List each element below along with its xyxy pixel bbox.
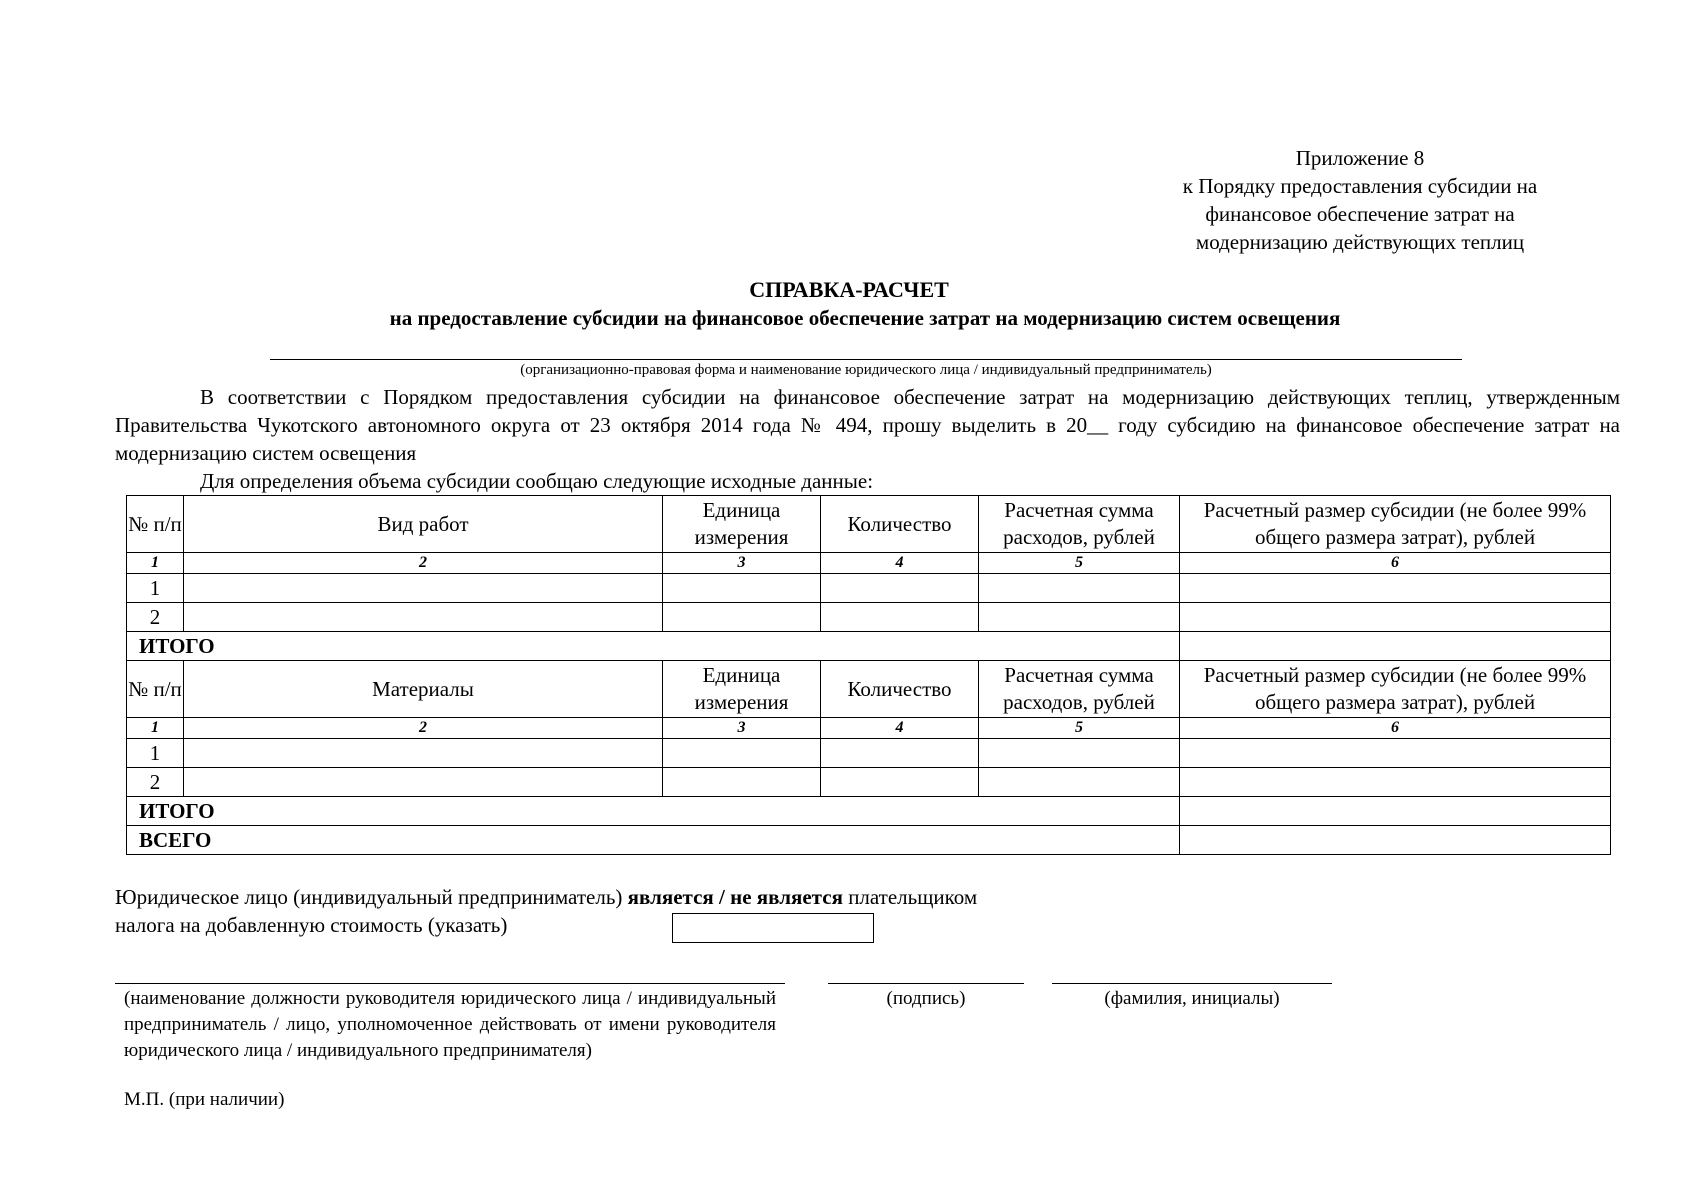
works-colnum-row — [127, 553, 1611, 574]
name-caption: (фамилия, инициалы) — [1104, 988, 1280, 1009]
works-row-2 — [127, 603, 1611, 632]
materials-row-1-subsidy[interactable] — [1180, 739, 1611, 768]
materials-row-2-qty[interactable] — [821, 768, 979, 797]
works-row-2-type[interactable] — [184, 603, 663, 632]
data-intro-paragraph: Для определения объема субсидии сообщаю следующие исходные данные: — [200, 469, 874, 493]
stamp-label: М.П. (при наличии) — [124, 1089, 285, 1110]
works-row-1-num: 1 — [127, 574, 184, 603]
document-subtitle: на предоставление субсидии на финансовое обеспечение затрат на модернизацию систем освещения — [389, 306, 1341, 330]
works-colnum-3: 3 — [663, 553, 821, 574]
materials-row-2 — [127, 768, 1611, 797]
position-line[interactable] — [115, 983, 785, 984]
materials-total-row — [127, 797, 1611, 826]
works-header-row — [127, 496, 1611, 553]
works-header-sum: Расчетная сумма расходов, рублей — [979, 496, 1180, 553]
materials-colnum-1: 1 — [127, 718, 184, 739]
works-row-2-subsidy[interactable] — [1180, 603, 1611, 632]
materials-total-label: ИТОГО — [127, 797, 1180, 826]
materials-colnum-5: 5 — [979, 718, 1180, 739]
works-colnum-5: 5 — [979, 553, 1180, 574]
name-line[interactable] — [1052, 983, 1332, 984]
org-name-line[interactable] — [270, 359, 1462, 360]
appendix-block — [1150, 144, 1570, 256]
works-header-type: Вид работ — [184, 496, 663, 553]
materials-header-type: Материалы — [184, 661, 663, 718]
works-row-1-subsidy[interactable] — [1180, 574, 1611, 603]
vat-line-1 — [115, 883, 977, 911]
materials-total-value[interactable] — [1180, 797, 1611, 826]
vat-choice: является / не является — [627, 885, 843, 909]
works-total-value[interactable] — [1180, 632, 1611, 661]
signature-caption: (подпись) — [886, 988, 966, 1009]
works-row-2-unit[interactable] — [663, 603, 821, 632]
materials-row-2-sum[interactable] — [979, 768, 1180, 797]
materials-row-1-qty[interactable] — [821, 739, 979, 768]
appendix-line-4: модернизацию действующих теплиц — [1195, 230, 1525, 254]
signature-line[interactable] — [828, 983, 1024, 984]
materials-colnum-2: 2 — [184, 718, 663, 739]
position-caption-text: (наименование должности руководителя юридического лица / индивидуальный предприниматель / лицо, уполномоченное действовать от имени руководителя юридического лица / индивидуального предпринимателя) — [124, 988, 776, 1061]
works-header-num: № п/п — [127, 496, 184, 553]
materials-row-1-type[interactable] — [184, 739, 663, 768]
materials-colnum-row — [127, 718, 1611, 739]
vat-line-2: налога на добавленную стоимость (указать) — [115, 913, 508, 937]
grand-total-label: ВСЕГО — [127, 826, 1180, 855]
works-table — [126, 495, 1611, 855]
works-row-1-type[interactable] — [184, 574, 663, 603]
materials-row-1-unit[interactable] — [663, 739, 821, 768]
works-total-label: ИТОГО — [127, 632, 1180, 661]
materials-header-sum: Расчетная сумма расходов, рублей — [979, 661, 1180, 718]
materials-colnum-4: 4 — [821, 718, 979, 739]
materials-header-qty: Количество — [821, 661, 979, 718]
materials-header-unit: Единица измерения — [663, 661, 821, 718]
grand-total-row — [127, 826, 1611, 855]
document-title: СПРАВКА-РАСЧЕТ — [749, 277, 949, 302]
works-total-row — [127, 632, 1611, 661]
works-header-unit: Единица измерения — [663, 496, 821, 553]
works-header-subsidy: Расчетный размер субсидии (не более 99% общего размера затрат), рублей — [1180, 496, 1611, 553]
works-row-1-unit[interactable] — [663, 574, 821, 603]
request-text — [115, 383, 1620, 495]
appendix-line-2: к Порядку предоставления субсидии на — [1182, 174, 1538, 198]
materials-row-2-num: 2 — [127, 768, 184, 797]
materials-header-subsidy: Расчетный размер субсидии (не более 99% общего размера затрат), рублей — [1180, 661, 1611, 718]
works-row-2-qty[interactable] — [821, 603, 979, 632]
works-row-1-qty[interactable] — [821, 574, 979, 603]
works-row-2-sum[interactable] — [979, 603, 1180, 632]
materials-colnum-3: 3 — [663, 718, 821, 739]
materials-row-1-sum[interactable] — [979, 739, 1180, 768]
works-row-2-num: 2 — [127, 603, 184, 632]
works-row-1 — [127, 574, 1611, 603]
materials-colnum-6: 6 — [1180, 718, 1611, 739]
materials-row-1 — [127, 739, 1611, 768]
position-caption — [124, 986, 776, 1064]
request-paragraph: В соответствии с Порядком предоставления субсидии на финансовое обеспечение затрат на модернизацию действующих теплиц, утвержденным Правительства Чукотского автономного округа от 23 октября 2014 года № 494, прошу выделить в 20__ году субсидию на финансовое обеспечение затрат на модернизацию систем освещения — [115, 385, 1620, 465]
appendix-line-3: финансовое обеспечение затрат на — [1205, 202, 1515, 226]
materials-header-row — [127, 661, 1611, 718]
vat-text-2: плательщиком — [842, 885, 978, 909]
materials-row-1-num: 1 — [127, 739, 184, 768]
materials-row-2-subsidy[interactable] — [1180, 768, 1611, 797]
org-name-caption: (организационно-правовая форма и наименование юридического лица / индивидуальный предприниматель) — [520, 362, 1212, 378]
vat-text-1: Юридическое лицо (индивидуальный предприниматель) — [115, 885, 628, 909]
grand-total-value[interactable] — [1180, 826, 1611, 855]
materials-row-2-unit[interactable] — [663, 768, 821, 797]
works-colnum-4: 4 — [821, 553, 979, 574]
vat-input-box[interactable] — [672, 913, 874, 943]
materials-row-2-type[interactable] — [184, 768, 663, 797]
works-header-qty: Количество — [821, 496, 979, 553]
works-colnum-1: 1 — [127, 553, 184, 574]
works-colnum-2: 2 — [184, 553, 663, 574]
works-colnum-6: 6 — [1180, 553, 1611, 574]
materials-header-num: № п/п — [127, 661, 184, 718]
appendix-line-1: Приложение 8 — [1295, 146, 1425, 170]
works-row-1-sum[interactable] — [979, 574, 1180, 603]
